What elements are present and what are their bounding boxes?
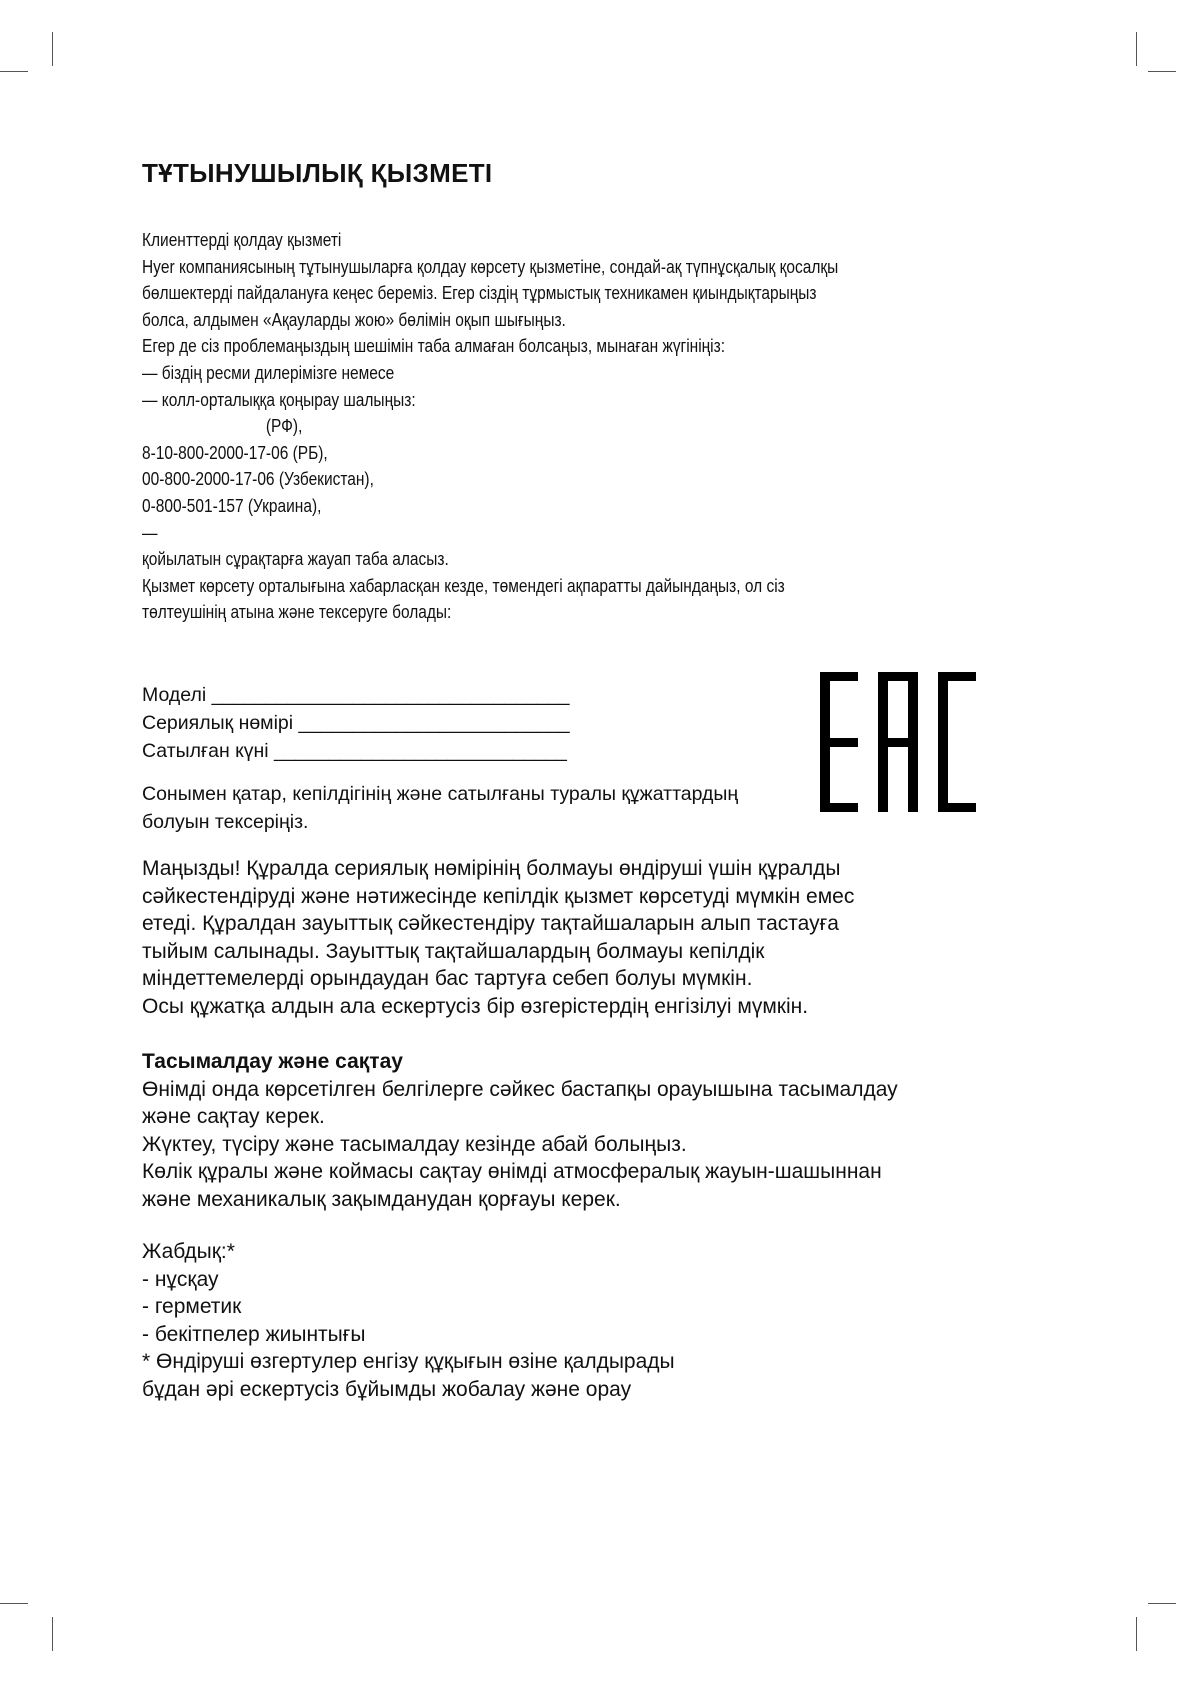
service-line: — колл-орталыққа қоңырау шалыңыз: [142, 389, 416, 410]
crop-mark [52, 32, 53, 66]
transport-line: Жүктеу, түсіру және тасымалдау кезінде абай болыңыз. [142, 1132, 687, 1156]
service-after-line: қойылатын сұрақтарға жауап таба аласыз. [142, 549, 449, 570]
transport-line: Өнімді онда көрсетілген белгілерге сәйкес бастапқы орауышына тасымалдау [142, 1077, 898, 1101]
check-line: болуын тексеріңіз. [142, 811, 309, 833]
check-line: Сонымен қатар, кепілдігінің және сатылғаны туралы құжаттардың [142, 783, 739, 805]
page-title: ТҰТЫНУШЫЛЫҚ ҚЫЗМЕТІ [142, 158, 493, 188]
important-line: тыйым салынады. Зауыттық тақтайшалардың болмауы кепілдік [142, 939, 765, 963]
transport-line: және механикалық зақымданудан қорғауы керек. [142, 1187, 621, 1211]
important-line: міндеттемелерді орындаудан бас тартуға себеп болуы мүмкін. [142, 967, 753, 990]
transport-section [142, 1048, 898, 1213]
important-section [142, 855, 854, 1020]
crop-mark [0, 71, 28, 72]
phone-line: 8-10-800-2000-17-06 (РБ), [142, 442, 328, 463]
service-line: Егер де сіз проблемаңыздың шешімін таба алмаған болсаңыз, мынаған жүгініңіз: [142, 336, 726, 357]
service-section [142, 227, 838, 626]
sale-date-field: Сатылған күні ___________________________ [142, 740, 567, 762]
equipment-note: * Өндіруші өзгертулер енгізу құқығын өзіне қалдырады [142, 1350, 675, 1373]
equipment-item: - нұсқау [142, 1267, 219, 1291]
service-after-line: Қызмет көрсету орталығына хабарласқан кезде, төмендегі ақпаратты дайындаңыз, ол сіз [142, 575, 785, 596]
important-line: Маңызды! Құралда сериялық нөмірінің болмауы өндіруші үшін құралды [142, 857, 841, 880]
service-line: болса, алдымен «Ақауларды жою» бөлімін оқып шығыңыз. [142, 309, 566, 330]
service-heading: Клиенттерді қолдау қызметі [142, 230, 342, 250]
crop-mark [52, 1617, 53, 1651]
crop-mark [0, 1603, 28, 1604]
important-line: Осы құжатқа алдын ала ескертусіз бір өзгерістердің енгізілуі мүмкін. [142, 994, 809, 1018]
check-section [142, 780, 738, 836]
service-after-line: төлтеушінің атына және тексеруге болады: [142, 602, 452, 623]
transport-line: Көлік құралы және коймасы сақтау өнімді атмосфералық жауын-шашыннан [142, 1160, 882, 1183]
transport-line: және сақтау керек. [142, 1105, 325, 1128]
important-line: сәйкестендіруді және нәтижесінде кепілдік қызмет көрсетуді мүмкін емес [142, 884, 855, 908]
phone-line: 0-800-501-157 (Украина), [142, 495, 322, 516]
service-line: бөлшектерді пайдалануға кеңес береміз. Егер сіздің тұрмыстық техникамен қиындықтарыңыз [142, 283, 817, 304]
important-line: етеді. Құралдан зауыттық сәйкестендіру тақтайшаларын алып тастауға [142, 912, 839, 935]
eac-letter-c [938, 672, 948, 812]
serial-field: Сериялық нөмірі _________________________ [142, 712, 570, 734]
service-line: — біздің ресми дилерімізге немесе [142, 362, 395, 383]
eac-mark [820, 672, 976, 812]
crop-mark [1136, 1617, 1137, 1651]
phone-line: 00-800-2000-17-06 (Узбекистан), [142, 469, 374, 490]
equipment-note: бұдан әрі ескертусіз бұйымды жобалау және орау [142, 1377, 632, 1401]
equipment-heading: Жабдық:* [142, 1240, 235, 1263]
crop-mark [1148, 71, 1176, 72]
model-field: Моделі _________________________________ [142, 684, 570, 706]
equipment-section [142, 1238, 675, 1403]
equipment-item: - бекітпелер жиынтығы [142, 1322, 366, 1346]
crop-mark [1148, 1603, 1176, 1604]
phone-rf: (РФ), [265, 416, 303, 437]
dash-line: — [142, 522, 158, 543]
service-line: Hyer компаниясының тұтынушыларға қолдау көрсету қызметіне, сондай-ақ түпнұсқалық қосалқы [142, 256, 839, 277]
equipment-item: - герметик [142, 1295, 242, 1318]
crop-mark [1136, 32, 1137, 66]
transport-heading: Тасымалдау және сақтау [142, 1050, 403, 1073]
